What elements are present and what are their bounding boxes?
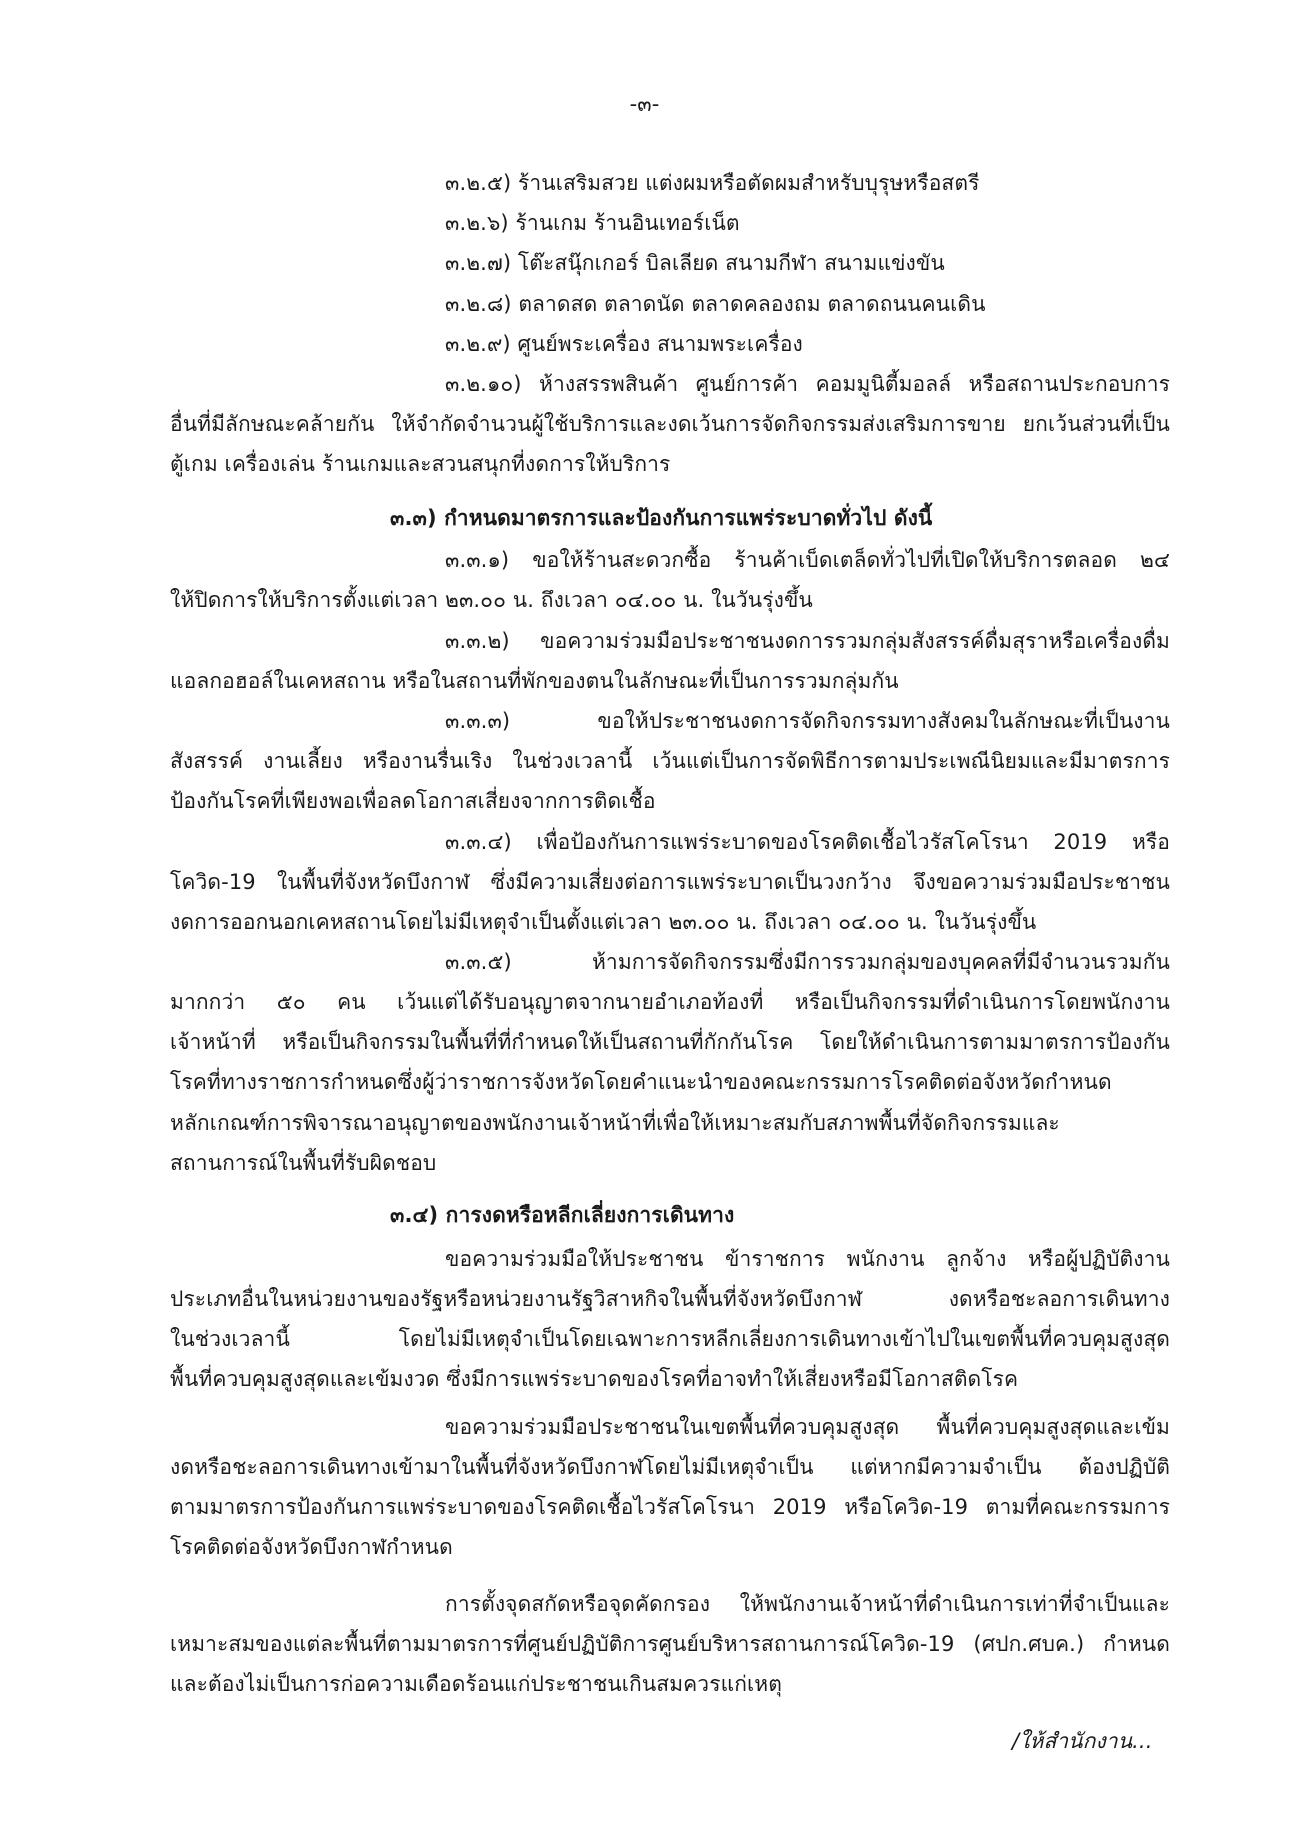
- para-3-4-b-line-1: ขอความร่วมมือประชาชนในเขตพื้นที่ควบคุมสูงสุด พื้นที่ควบคุมสูงสุดและเข้ม: [445, 1415, 1170, 1439]
- continuation-note: /ให้สำนักงาน...: [1012, 1729, 1153, 1753]
- para-3-4-c-line-2: เหมาะสมของแต่ละพื้นที่ตามมาตรการที่ศูนย์ปฏิบัติการศูนย์บริหารสถานการณ์โควิด-19 (ศปก.ศบค.) กำหนด: [170, 1632, 1170, 1656]
- item-3-3-1-line-2: ให้ปิดการให้บริการตั้งแต่เวลา ๒๓.๐๐ น. ถึงเวลา ๐๔.๐๐ น. ในวันรุ่งขึ้น: [170, 588, 813, 612]
- item-3-2-7: ๓.๒.๗) โต๊ะสนุ๊กเกอร์ บิลเลียด สนามกีฬา สนามแข่งขัน: [445, 251, 945, 275]
- item-3-2-10-line-3: ตู้เกม เครื่องเล่น ร้านเกมและสวนสนุกที่งดการให้บริการ: [170, 452, 671, 476]
- item-3-2-5: ๓.๒.๕) ร้านเสริมสวย แต่งผมหรือตัดผมสำหรับบุรุษหรือสตรี: [445, 171, 980, 195]
- item-3-3-3-line-1: ๓.๓.๓) ขอให้ประชาชนงดการจัดกิจกรรมทางสังคมในลักษณะที่เป็นงาน: [445, 709, 1170, 733]
- item-3-3-4-line-2: โควิด-19 ในพื้นที่จังหวัดบึงกาฬ ซึ่งมีความเสี่ยงต่อการแพร่ระบาดเป็นวงกว้าง จึงขอความร่วมมือประชาชน: [170, 870, 1170, 894]
- para-3-4-c-line-3: และต้องไม่เป็นการก่อความเดือดร้อนแก่ประชาชนเกินสมควรแก่เหตุ: [170, 1672, 782, 1696]
- item-3-2-9: ๓.๒.๙) ศูนย์พระเครื่อง สนามพระเครื่อง: [445, 332, 803, 356]
- para-3-4-a-line-1: ขอความร่วมมือให้ประชาชน ข้าราชการ พนักงาน ลูกจ้าง หรือผู้ปฏิบัติงาน: [445, 1247, 1170, 1271]
- para-3-4-b-line-4: โรคติดต่อจังหวัดบึงกาฬกำหนด: [170, 1535, 453, 1559]
- para-3-4-a-line-3: ในช่วงเวลานี้ โดยไม่มีเหตุจำเป็นโดยเฉพาะการหลีกเลี่ยงการเดินทางเข้าไปในเขตพื้นที่ควบคุมสูงสุด: [170, 1327, 1170, 1351]
- item-3-2-6: ๓.๒.๖) ร้านเกม ร้านอินเทอร์เน็ต: [445, 211, 740, 235]
- heading-3-3: ๓.๓) กำหนดมาตรการและป้องกันการแพร่ระบาดทั่วไป ดังนี้: [390, 506, 933, 530]
- heading-3-4: ๓.๔) การงดหรือหลีกเลี่ยงการเดินทาง: [390, 1203, 735, 1227]
- item-3-3-3-line-3: ป้องกันโรคที่เพียงพอเพื่อลดโอกาสเสี่ยงจากการติดเชื้อ: [170, 789, 656, 813]
- item-3-2-10-line-1: ๓.๒.๑๐) ห้างสรรพสินค้า ศูนย์การค้า คอมมูนิตี้มอลล์ หรือสถานประกอบการ: [445, 372, 1170, 396]
- item-3-3-1-line-1: ๓.๓.๑) ขอให้ร้านสะดวกซื้อ ร้านค้าเบ็ดเตล็ดทั่วไปที่เปิดให้บริการตลอด ๒๔: [445, 548, 1170, 572]
- item-3-3-5-line-2: มากกว่า ๕๐ คน เว้นแต่ได้รับอนุญาตจากนายอำเภอท้องที่ หรือเป็นกิจกรรมที่ดำเนินการโดยพนักงาน: [170, 990, 1170, 1014]
- item-3-3-5-line-3: เจ้าหน้าที่ หรือเป็นกิจกรรมในพื้นที่ที่กำหนดให้เป็นสถานที่กักกันโรค โดยให้ดำเนินการตามมาตรการป้องกัน: [170, 1030, 1170, 1054]
- page-number: -๓-: [629, 92, 660, 116]
- item-3-2-8: ๓.๒.๘) ตลาดสด ตลาดนัด ตลาดคลองถม ตลาดถนนคนเดิน: [445, 292, 986, 316]
- item-3-3-5-line-1: ๓.๓.๕) ห้ามการจัดกิจกรรมซึ่งมีการรวมกลุ่มของบุคคลที่มีจำนวนรวมกัน: [445, 950, 1170, 974]
- para-3-4-c-line-1: การตั้งจุดสกัดหรือจุดคัดกรอง ให้พนักงานเจ้าหน้าที่ดำเนินการเท่าที่จำเป็นและ: [445, 1592, 1170, 1616]
- para-3-4-a-line-2: ประเภทอื่นในหน่วยงานของรัฐหรือหน่วยงานรัฐวิสาหกิจในพื้นที่จังหวัดบึงกาฬ งดหรือชะลอการเดินทาง: [170, 1287, 1170, 1311]
- item-3-3-4-line-3: งดการออกนอกเคหสถานโดยไม่มีเหตุจำเป็นตั้งแต่เวลา ๒๓.๐๐ น. ถึงเวลา ๐๔.๐๐ น. ในวันรุ่งขึ้น: [170, 910, 1037, 934]
- para-3-4-b-line-3: ตามมาตรการป้องกันการแพร่ระบาดของโรคติดเชื้อไวรัสโคโรนา 2019 หรือโควิด-19 ตามที่คณะกรรมการ: [170, 1495, 1170, 1519]
- item-3-3-2-line-2: แอลกอฮอล์ในเคหสถาน หรือในสถานที่พักของตนในลักษณะที่เป็นการรวมกลุ่มกัน: [170, 669, 899, 693]
- item-3-2-10-line-2: อื่นที่มีลักษณะคล้ายกัน ให้จำกัดจำนวนผู้ใช้บริการและงดเว้นการจัดกิจกรรมส่งเสริมการขาย ยกเว้นส่วนที่เป็น: [170, 412, 1170, 436]
- item-3-3-5-line-6: สถานการณ์ในพื้นที่รับผิดชอบ: [170, 1151, 437, 1175]
- item-3-3-2-line-1: ๓.๓.๒) ขอความร่วมมือประชาชนงดการรวมกลุ่มสังสรรค์ดื่มสุราหรือเครื่องดื่ม: [445, 629, 1170, 653]
- para-3-4-b-line-2: งดหรือชะลอการเดินทางเข้ามาในพื้นที่จังหวัดบึงกาฬโดยไม่มีเหตุจำเป็น แต่หากมีความจำเป็น ต้องปฏิบัติ: [170, 1455, 1170, 1479]
- item-3-3-3-line-2: สังสรรค์ งานเลี้ยง หรืองานรื่นเริง ในช่วงเวลานี้ เว้นแต่เป็นการจัดพิธีการตามประเพณีนิยมและมีมาตรการ: [170, 749, 1170, 773]
- para-3-4-a-line-4: พื้นที่ควบคุมสูงสุดและเข้มงวด ซึ่งมีการแพร่ระบาดของโรคที่อาจทำให้เสี่ยงหรือมีโอกาสติดโรค: [170, 1367, 1019, 1391]
- item-3-3-5-line-5: หลักเกณฑ์การพิจารณาอนุญาตของพนักงานเจ้าหน้าที่เพื่อให้เหมาะสมกับสภาพพื้นที่จัดกิจกรรมและ: [170, 1111, 1060, 1135]
- item-3-3-5-line-4: โรคที่ทางราชการกำหนดซึ่งผู้ว่าราชการจังหวัดโดยคำแนะนำของคณะกรรมการโรคติดต่อจังหวัดกำหนด: [170, 1070, 1112, 1094]
- item-3-3-4-line-1: ๓.๓.๔) เพื่อป้องกันการแพร่ระบาดของโรคติดเชื้อไวรัสโคโรนา 2019 หรือ: [445, 830, 1170, 854]
